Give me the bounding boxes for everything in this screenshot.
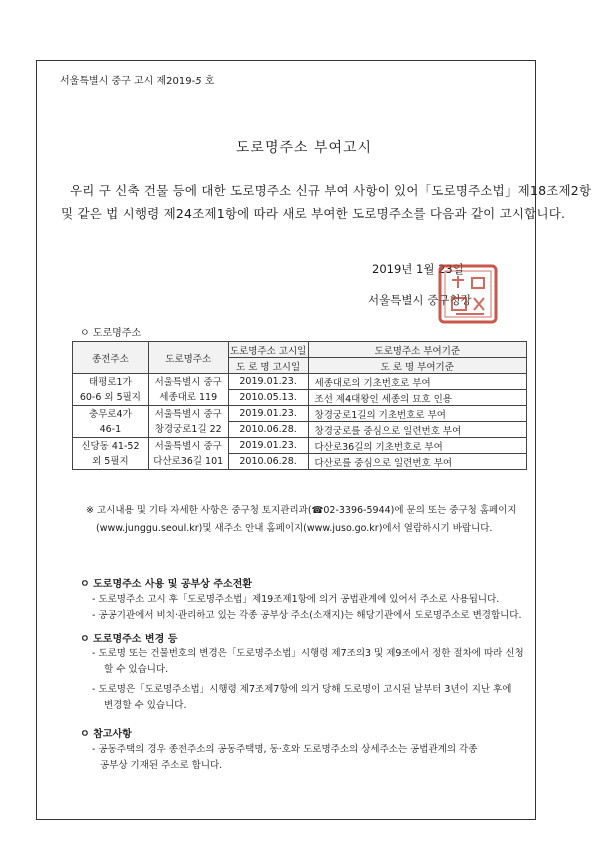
section-ref-title: ㅇ 참고사항 — [80, 729, 132, 740]
notice-number-handwritten: 5 — [195, 76, 202, 87]
section-address-label: ㅇ 도로명주소 — [80, 328, 142, 339]
table-row — [73, 406, 527, 422]
header-jibun: 종전주소 — [73, 342, 149, 374]
cell-basis: 다산로36길의 기초번호로 부여 — [308, 438, 526, 454]
cell-basis: 조선 제4대왕인 세종의 묘호 인용 — [308, 390, 526, 406]
cell-date: 2010.05.13. — [228, 390, 308, 406]
note-line-1: ※ 고시내용 및 기타 자세한 사항은 중구청 토지관리과(☎02-3396-5944)에 문의 또는 중구청 홈페이지 — [86, 505, 517, 516]
cell-text: 서울특별시 중구 — [154, 440, 222, 452]
cell-date: 2019.01.23. — [228, 374, 308, 390]
notice-number-suffix: 호 — [201, 76, 215, 87]
section-change-item-2-cont: 변경할 수 있습니다. — [104, 700, 187, 711]
header-basis-bottom: 도 로 명 부여기준 — [308, 358, 526, 374]
cell-date: 2019.01.23. — [228, 438, 308, 454]
cell-text: 서울특별시 중구 — [154, 408, 222, 420]
cell-text: 세종대로 119 — [159, 391, 218, 403]
note-line-2: (www.junggu.seoul.kr)및 새주소 안내 홈페이지(www.juso.go.kr)에서 열람하시기 바랍니다. — [96, 523, 493, 534]
header-notice-date-top: 도로명주소 고시일 — [228, 342, 308, 358]
header-road: 도로명주소 — [148, 342, 228, 374]
cell-road — [148, 406, 228, 438]
notice-date: 2019년 1월 23일 — [372, 262, 464, 276]
cell-date: 2019.01.23. — [228, 406, 308, 422]
cell-basis: 다산로를 중심으로 일련번호 부여 — [308, 454, 526, 470]
cell-text: 충무로4가 — [89, 408, 132, 420]
document-title: 도로명주소 부여고시 — [235, 140, 373, 156]
cell-jibun — [73, 374, 149, 406]
cell-date: 2010.06.28. — [228, 454, 308, 470]
body-line-2: 및 같은 법 시행령 제24조제1항에 따라 새로 부여한 도로명주소를 다음과 같이 고시합니다. — [61, 206, 566, 221]
cell-jibun — [73, 406, 149, 438]
cell-text: 서울특별시 중구 — [154, 376, 222, 388]
cell-text: 다산로36길 101 — [153, 455, 224, 467]
section-ref-item-1-cont: 공부상 기재된 주소로 합니다. — [100, 760, 223, 771]
section-ref-item-1: - 공동주택의 경우 종전주소의 공동주택명, 동·호와 도로명주소의 상세주소는 공법관계의 각종 — [92, 744, 478, 755]
cell-date: 2010.06.28. — [228, 422, 308, 438]
cell-text: 태평로1가 — [89, 376, 132, 388]
official-seal-stamp — [436, 262, 500, 326]
cell-text: 외 5필지 — [92, 455, 129, 467]
section-use-item-1: - 도로명주소 고시 후「도로명주소법」제19조제1항에 의거 공법관계에 있어서 주소로 사용됩니다. — [92, 594, 500, 605]
notice-number — [60, 72, 214, 87]
cell-text: 창경궁로1길 22 — [154, 423, 222, 435]
table-row — [73, 438, 527, 454]
cell-basis: 창경궁로1길의 기초번호로 부여 — [308, 406, 526, 422]
cell-road — [148, 438, 228, 470]
section-change-item-1: - 도로명 또는 건물번호의 변경은「도로명주소법」시행령 제7조의3 및 제9조에서 정한 절차에 따라 신청 — [92, 648, 524, 659]
cell-jibun — [73, 438, 149, 470]
notice-number-prefix: 서울특별시 중구 고시 제2019- — [60, 76, 196, 87]
header-notice-date-bottom: 도 로 명 고시일 — [228, 358, 308, 374]
header-basis-top: 도로명주소 부여기준 — [308, 342, 526, 358]
table-row — [73, 374, 527, 390]
section-use-title: ㅇ 도로명주소 사용 및 공부상 주소전환 — [80, 579, 252, 590]
cell-road — [148, 374, 228, 406]
body-line-1: 우리 구 신축 건물 등에 대한 도로명주소 신규 부여 사항이 있어「도로명주소법」제18조제2항 — [70, 183, 592, 198]
address-table — [72, 341, 527, 470]
cell-basis: 창경궁로를 중심으로 일련번호 부여 — [308, 422, 526, 438]
section-change-item-1-cont: 할 수 있습니다. — [104, 664, 169, 675]
cell-text: 60-6 외 5필지 — [79, 391, 141, 403]
section-change-title: ㅇ 도로명주소 변경 등 — [80, 634, 178, 645]
cell-text: 46-1 — [99, 423, 122, 435]
table-header-row — [73, 342, 527, 358]
section-use-item-2: - 공공기관에서 비치·관리하고 있는 각종 공부상 주소(소재지)는 해당기관에서 도로명주소로 변경합니다. — [92, 610, 522, 621]
section-change-item-2: - 도로명은「도로명주소법」시행령 제7조제7항에 의거 당해 도로명이 고시된 날부터 3년이 지난 후에 — [92, 684, 512, 695]
cell-basis: 세종대로의 기초번호로 부여 — [308, 374, 526, 390]
cell-text: 신당동 41-52 — [81, 440, 140, 452]
issuer-name: 서울특별시 중구청장 — [368, 293, 472, 307]
